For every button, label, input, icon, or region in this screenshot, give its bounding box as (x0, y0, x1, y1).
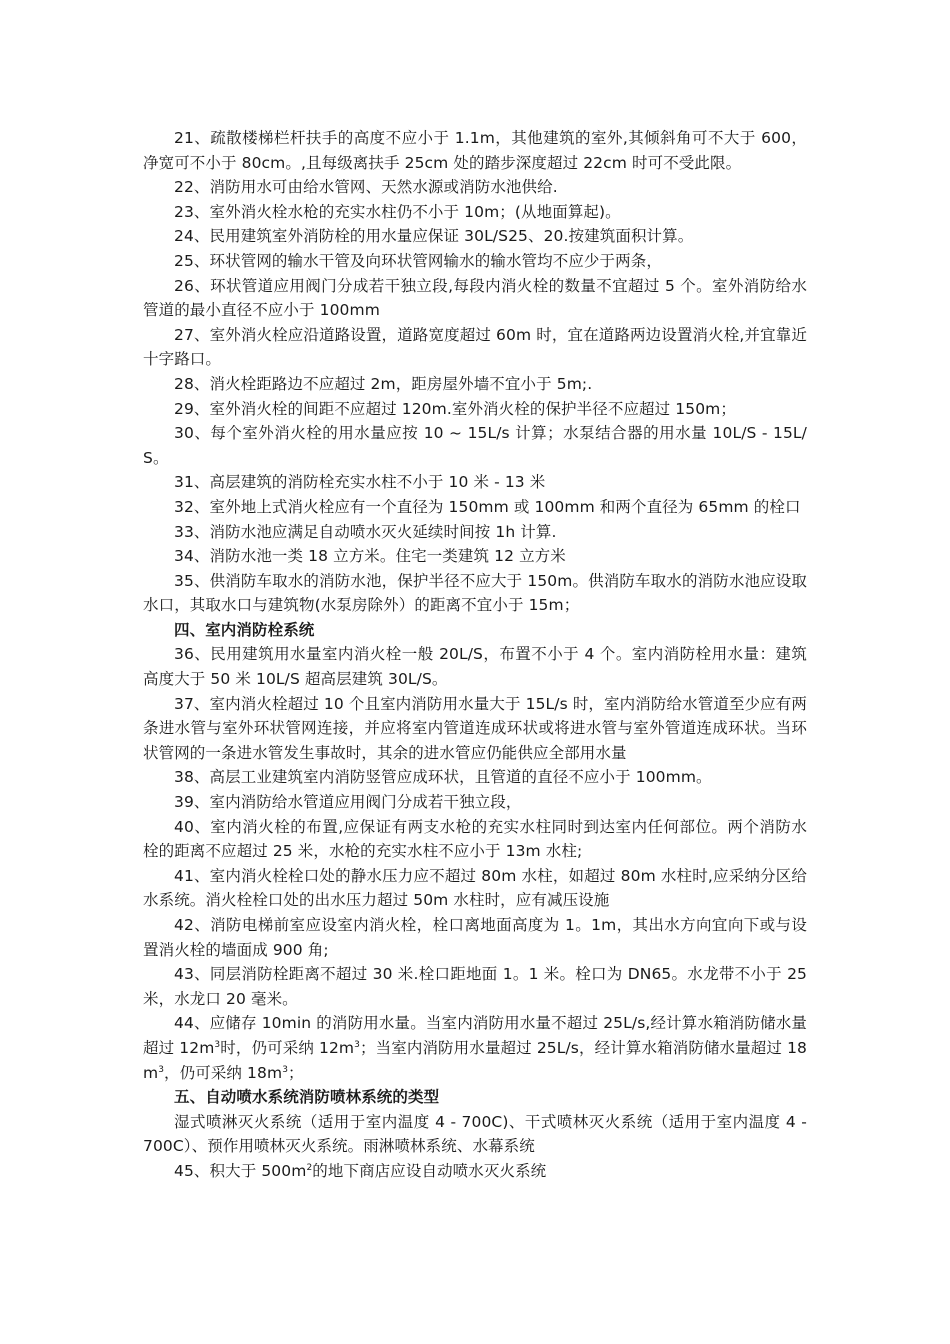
paragraph-32: 32、室外地上式消火栓应有一个直径为 150mm 或 100mm 和两个直径为 65mm 的栓口 (174, 497, 801, 516)
paragraph-36: 36、民用建筑用水量室内消火栓一般 20L/S，布置不小于 4 个。室内消防栓用水量：建筑高度大于 50 米 10L/S 超高层建筑 30L/S。 (143, 645, 807, 689)
document-body (143, 126, 807, 1184)
paragraph-41: 41、室内消火栓栓口处的静水压力应不超过 80m 水柱，如超过 80m 水柱时,应采纳分区给水系统。消火栓栓口处的出水压力超过 50m 水柱时，应有减压设施 (143, 866, 807, 910)
paragraph-44-text: 时，仍可采纳 12m (220, 1038, 355, 1057)
section-heading-indoor-hydrant: 四、室内消防栓系统 (174, 620, 315, 639)
paragraph-33: 33、消防水池应满足自动喷水灭火延续时间按 1h 计算. (174, 522, 557, 541)
paragraph-38: 38、高层工业建筑室内消防竖管应成环状，且管道的直径不应小于 100mm。 (174, 768, 712, 787)
paragraph-44-text: ，仍可采纳 18m (164, 1063, 283, 1082)
paragraph-44-text: ；当室内消防用水量超过 25L/s，经计算水箱消防储水量超过 18m (143, 1038, 807, 1082)
paragraph-22: 22、消防用水可由给水管网、天然水源或消防水池供给. (174, 178, 558, 197)
paragraph-35: 35、供消防车取水的消防水池，保护半径不应大于 150m。供消防车取水的消防水池应设取水口，其取水口与建筑物(水泵房除外）的距离不宜小于 15m； (143, 571, 807, 615)
paragraph-31: 31、高层建筑的消防栓充实水柱不小于 10 米 - 13 米 (174, 473, 546, 492)
paragraph-40: 40、室内消火栓的布置,应保证有两支水枪的充实水柱同时到达室内任何部位。两个消防水栓的距离不应超过 25 米，水枪的充实水柱不应小于 13m 水柱; (143, 817, 807, 861)
paragraph-28: 28、消火栓距路边不应超过 2m，距房屋外墙不宜小于 5m;. (174, 374, 593, 393)
paragraph-23: 23、室外消火栓水枪的充实水柱仍不小于 10m；(从地面算起)。 (174, 202, 621, 221)
paragraph-21: 21、疏散楼梯栏杆扶手的高度不应小于 1.1m，其他建筑的室外,其倾斜角可不大于 600，净宽可不小于 80cm。,且每级离扶手 25cm 处的踏步深度超过 22cm 时可不受此限。 (143, 129, 807, 172)
paragraph-30: 30、每个室外消火栓的用水量应按 10 ~ 15L/s 计算；水泵结合器的用水量 10L/S - 15L/S。 (143, 424, 807, 467)
paragraph-29: 29、室外消火栓的间距不应超过 120m.室外消火栓的保护半径不应超过 150m； (174, 399, 736, 418)
paragraph-42: 42、消防电梯前室应设室内消火栓，栓口离地面高度为 1。1m，其出水方向宜向下或与设置消火栓的墙面成 900 角; (143, 916, 807, 959)
paragraph-34: 34、消防水池一类 18 立方米。住宅一类建筑 12 立方米 (174, 547, 566, 566)
paragraph-sprinkler-types: 湿式喷淋灭火系统（适用于室内温度 4 - 700C)、干式喷林灭火系统（适用于室内温度 4 - 700C）、预作用喷林灭火系统。雨淋喷林系统、水幕系统 (143, 1112, 807, 1156)
paragraph-44-text: 44、应储存 10min 的消防用水量。当室内消防用水量不超过 25L/s,经计算水箱消防储水量超过 12m (143, 1014, 807, 1057)
paragraph-27: 27、室外消火栓应沿道路设置，道路宽度超过 60m 时，宜在道路两边设置消火栓,并宜靠近十字路口。 (143, 325, 807, 369)
paragraph-39: 39、室内消防给水管道应用阀门分成若干独立段， (174, 793, 522, 812)
superscript: 2 (306, 1162, 313, 1173)
superscript: 3 (214, 1039, 221, 1050)
paragraph-45 (143, 1159, 807, 1184)
section-heading-sprinkler-types: 五、自动喷水系统消防喷林系统的类型 (174, 1088, 440, 1107)
paragraph-25: 25、环状管网的输水干管及向环状管网输水的输水管均不应少于两条， (174, 251, 662, 270)
paragraph-26: 26、环状管道应用阀门分成若干独立段,每段内消火栓的数量不宜超过 5 个。室外消防给水管道的最小直径不应小于 100mm (143, 276, 807, 320)
paragraph-37: 37、室内消火栓超过 10 个且室内消防用水量大于 15L/s 时，室内消防给水管道至少应有两条进水管与室外环状管网连接，并应将室内管道连成环状或将进水管与室外管道连成环状。当环状管网的一条进水管发生事故时，其余的进水管应仍能供应全部用水量 (143, 694, 807, 762)
paragraph-24: 24、民用建筑室外消防栓的用水量应保证 30L/S25、20.按建筑面积计算。 (174, 227, 694, 246)
paragraph-45-text: 45、积大于 500m (174, 1161, 307, 1180)
superscript: 3 (354, 1039, 360, 1050)
superscript: 3 (158, 1064, 165, 1075)
paragraph-44 (143, 1011, 807, 1085)
paragraph-45-text: 的地下商店应设自动喷水灭火系统 (312, 1161, 547, 1180)
paragraph-43: 43、同层消防栓距离不超过 30 米.栓口距地面 1。1 米。栓口为 DN65。水龙带不小于 25 米，水龙口 20 毫米。 (143, 965, 807, 1008)
superscript: 3 (282, 1064, 289, 1075)
paragraph-44-text: ； (288, 1063, 304, 1082)
